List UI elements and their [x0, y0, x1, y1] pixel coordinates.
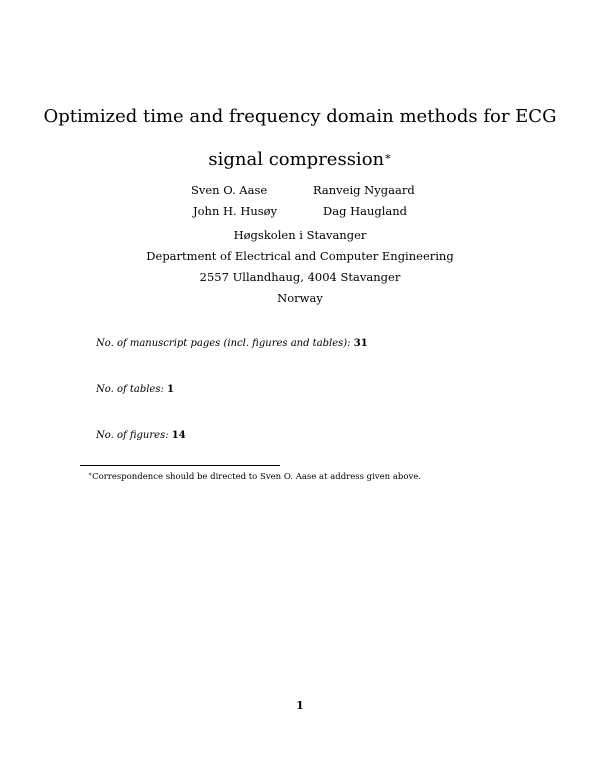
address: 2557 Ullandhaug, 4004 Stavanger — [199, 270, 401, 284]
manuscript-pages-label: No. of manuscript pages (incl. figures and tables): — [96, 338, 351, 349]
manuscript-pages-line — [96, 338, 368, 349]
affiliation-block — [0, 225, 600, 309]
figures-count-line — [96, 430, 186, 441]
title-line-1: Optimized time and frequency domain methods for ECG — [43, 106, 557, 127]
figures-count-value: 14 — [171, 430, 186, 441]
author-row-1 — [0, 183, 600, 204]
title-line-2-text: signal compression — [208, 149, 385, 170]
title-footnote-marker: ∗ — [384, 150, 392, 163]
institution: Høgskolen i Stavanger — [233, 228, 367, 242]
footnote-marker: ∗ — [88, 471, 93, 478]
footnote-rule — [80, 465, 280, 466]
footnote-text: Correspondence should be directed to Sven O. Aase at address given above. — [92, 472, 421, 482]
footnote — [88, 471, 421, 482]
department: Department of Electrical and Computer Engineering — [146, 249, 454, 263]
author-3: John H. Husøy — [193, 204, 278, 218]
figures-count-label: No. of figures: — [96, 430, 169, 441]
tables-count-line — [96, 384, 174, 395]
author-block — [0, 183, 600, 225]
tables-count-label: No. of tables: — [96, 384, 164, 395]
title-line-2 — [0, 137, 600, 180]
author-1: Sven O. Aase — [191, 183, 268, 197]
country: Norway — [277, 291, 323, 305]
page-number: 1 — [296, 699, 304, 712]
paper-title — [0, 97, 600, 180]
author-2: Ranveig Nygaard — [313, 183, 415, 197]
author-4: Dag Haugland — [323, 204, 408, 218]
tables-count-value: 1 — [167, 384, 175, 395]
manuscript-pages-value: 31 — [353, 338, 368, 349]
author-row-2 — [0, 204, 600, 225]
